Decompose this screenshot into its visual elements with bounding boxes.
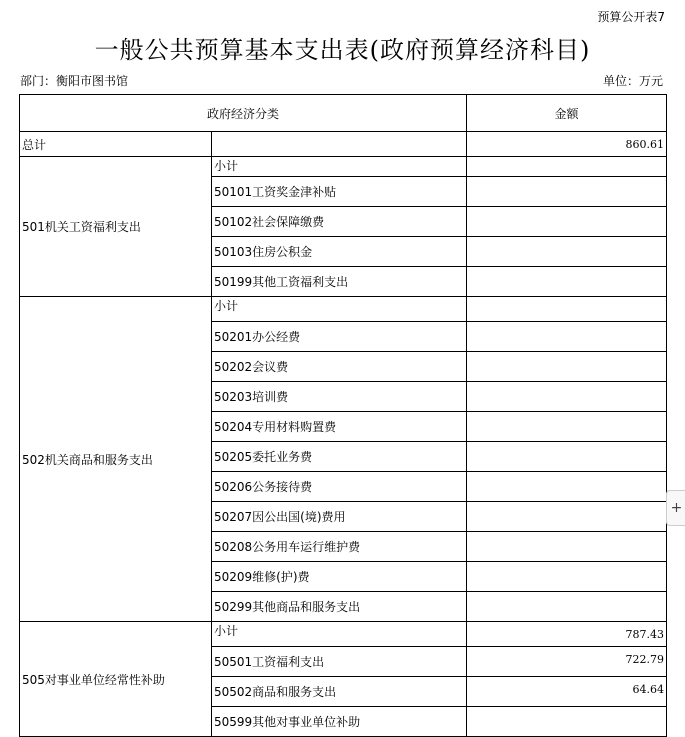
subtotal-label: 小计	[212, 157, 467, 177]
item-amount	[467, 472, 667, 502]
subtotal-label: 小计	[212, 297, 467, 322]
item-amount	[467, 177, 667, 207]
item-amount	[467, 532, 667, 562]
subtotal-amount: 787.43	[467, 622, 667, 647]
item-label: 50206公务接待费	[212, 472, 467, 502]
item-amount	[467, 442, 667, 472]
subtotal-amount	[467, 157, 667, 177]
total-row	[20, 132, 667, 157]
total-amount: 860.61	[467, 132, 667, 157]
item-amount	[467, 502, 667, 532]
item-label: 50207因公出国(境)费用	[212, 502, 467, 532]
item-amount: 64.64	[467, 677, 667, 707]
item-label: 50501工资福利支出	[212, 647, 467, 677]
header-amount: 金额	[467, 95, 667, 132]
item-label: 50103住房公积金	[212, 237, 467, 267]
item-label: 50102社会保障缴费	[212, 207, 467, 237]
item-label: 50203培训费	[212, 382, 467, 412]
department-label: 部门：衡阳市图书馆	[20, 74, 129, 88]
group-subtotal-row	[20, 297, 667, 322]
total-spacer	[212, 132, 467, 157]
group-name: 502机关商品和服务支出	[20, 297, 212, 622]
item-amount	[467, 412, 667, 442]
unit-label: 单位：万元	[602, 74, 663, 88]
item-label: 50199其他工资福利支出	[212, 267, 467, 297]
group-name: 505对事业单位经常性补助	[20, 622, 212, 737]
item-amount	[467, 237, 667, 267]
group-subtotal-row	[20, 622, 667, 647]
item-amount	[467, 592, 667, 622]
item-amount	[467, 382, 667, 412]
item-label: 50204专用材料购置费	[212, 412, 467, 442]
header-row	[20, 95, 667, 132]
page-title: 一般公共预算基本支出表(政府预算经济科目)	[94, 36, 591, 64]
item-label: 50205委托业务费	[212, 442, 467, 472]
item-label: 50208公务用车运行维护费	[212, 532, 467, 562]
item-label: 50202会议费	[212, 352, 467, 382]
subtotal-label: 小计	[212, 622, 467, 647]
budget-table	[19, 94, 667, 737]
item-label: 50201办公经费	[212, 322, 467, 352]
item-label: 50502商品和服务支出	[212, 677, 467, 707]
item-amount: 722.79	[467, 647, 667, 677]
item-amount	[467, 267, 667, 297]
group-subtotal-row	[20, 157, 667, 177]
table-number-label: 预算公开表7	[597, 10, 665, 24]
item-amount	[467, 707, 667, 737]
expand-plus-button[interactable]: +	[666, 490, 685, 526]
item-label: 50599其他对事业单位补助	[212, 707, 467, 737]
item-amount	[467, 352, 667, 382]
header-category: 政府经济分类	[20, 95, 467, 132]
item-label: 50101工资奖金津补贴	[212, 177, 467, 207]
item-amount	[467, 322, 667, 352]
item-amount	[467, 207, 667, 237]
item-label: 50299其他商品和服务支出	[212, 592, 467, 622]
group-name: 501机关工资福利支出	[20, 157, 212, 297]
item-amount	[467, 562, 667, 592]
subtotal-amount	[467, 297, 667, 322]
total-label: 总计	[20, 132, 212, 157]
item-label: 50209维修(护)费	[212, 562, 467, 592]
